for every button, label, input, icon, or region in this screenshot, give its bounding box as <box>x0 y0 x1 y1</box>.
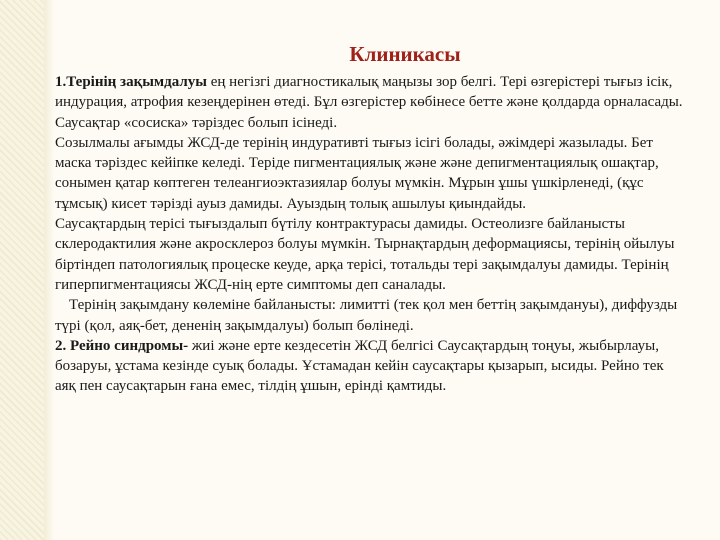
paragraph-fingers: Саусақтардың терісі тығыздалып бүтілу контрактурасы дамиды. Остеолизге байланысты склеродактилия және акросклероз болуы мүмкін. Тырнақтардың деформациясы, терінің ойылуы біртіндеп патологиялық процеске кеуде, арқа терісі, тотальды тері зақымдалуы дамиды. Терінің гиперпигментациясы ЖСД-нің ерте симптомы деп саналады. <box>55 216 675 293</box>
paragraph-classification: Терінің зақымдану көлеміне байланысты: лимитті (тек қол мен беттің зақымдануы), диффузды түрі (қол, аяқ-бет, дененің зақымдалуы) болып бөлінеді. <box>55 297 678 334</box>
slide-body <box>55 72 685 397</box>
heading-raynaud: 2. Рейно синдромы- <box>55 337 189 354</box>
decorative-side-band <box>0 0 44 540</box>
heading-skin-lesion: 1.Терінің зақымдалуы <box>55 74 207 90</box>
text-raynaud: жиі және ерте кездесетін ЖСД белгісі Саусақтардың тоңуы, жыбырлауы, бозаруы, ұстама кезінде суық болады. Ұстамадан кейін саусақтары қызарып, ысиды. Рейно тек аяқ пен саусақтарын ғана емес, тілдің ұшын, ерінді қамтиды. <box>55 337 664 395</box>
text-skin-lesion: ең негізгі диагностикалық маңызы зор белгі. Тері өзгерістері тығыз ісік, индурация, атрофия кезеңдерінен өтеді. Бұл өзгерістер көбінесе бетте және қолдарда орналасады. Саусақтар «сосиска» тәріздес болып ісінеді. <box>55 74 683 131</box>
paragraph-skin-lesion <box>55 72 685 133</box>
slide-title: Клиникасы <box>349 42 461 66</box>
paragraph-chronic-course: Созылмалы ағымды ЖСД-де терінің индуративті тығыз ісігі болады, әжімдері жазылады. Бет маска тәріздес кейіпке келеді. Теріде пигментациялық және және депигментациялық ошақтар, сонымен қатар көптеген телеангиоэктазиялар болуы мүмкін. Мұрын ұшы үшкірленеді, (құс тұмсық) кисет тәрізді ауыз дамиды. Ауыздың толық ашылуы қиындайды. <box>55 134 659 212</box>
paragraph-raynaud <box>55 336 685 397</box>
